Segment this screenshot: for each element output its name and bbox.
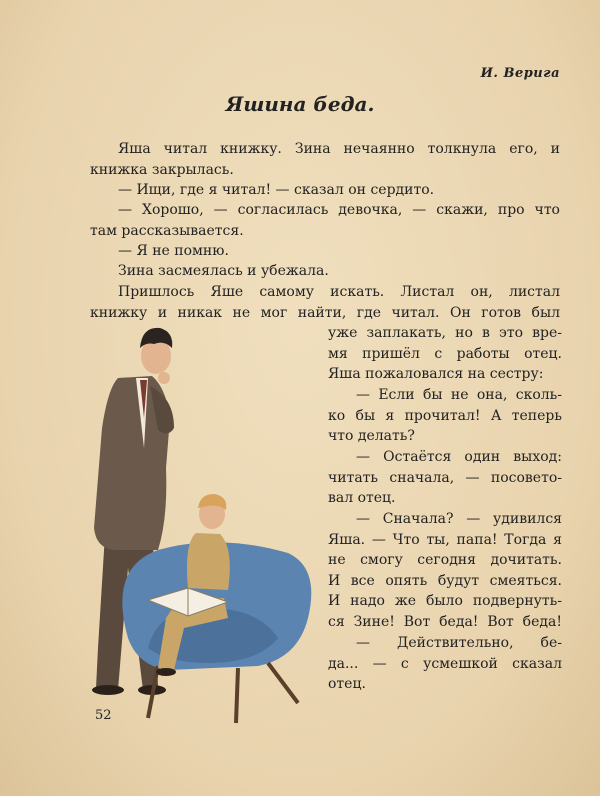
text-line: Зина засмеялась и убежала. [118,263,329,279]
text-line: уже заплакать, но в это вре- [328,325,562,341]
column-paragraph-4 [328,509,562,633]
text-line: — Если бы не она, сколь- [356,387,562,403]
text-line: там рассказывается. [90,222,244,239]
text-line: — Остаётся один выход: [356,449,562,465]
text-line: — Ищи, где я читал! — сказал он сердито. [118,182,435,198]
text-line: отец. [328,676,366,693]
text-line: — Сначала? — удивился [356,511,562,527]
text-line: Яша читал книжку. Зина нечаянно толкнула его, и [118,141,560,157]
text-line: книжка закрылась. [90,161,234,178]
text-line: — Хорошо, — согласилась девочка, — скажи, про что [118,202,560,218]
father-shoe [92,685,124,695]
column-paragraph-5 [328,633,562,695]
father-hand [158,372,170,384]
chair-leg [268,663,298,703]
text-line: читать сначала, — посовето- [328,469,562,486]
paragraph-5 [90,261,560,282]
text-line: И надо же было подвернуть- [328,593,562,610]
paragraph-3 [90,200,560,241]
text-line: — Я не помню. [118,243,229,259]
text-line: вал отец. [328,490,396,507]
text-line: Яша. — Что ты, папа! Тогда я [328,531,562,548]
text-line: Яша пожаловался на сестру: [328,366,544,383]
text-line: да... — с усмешкой сказал [328,655,562,672]
author-name: И. Верига [480,66,560,81]
text-line: книжку и никак не мог найти, где читал. Он готов был [90,304,560,321]
text-line: не смогу сегодня дочитать. [328,552,562,569]
text-line: — Действительно, бе- [356,635,562,651]
column-paragraph-3 [328,447,562,509]
boy-shirt [187,533,230,590]
text-line: что делать? [328,428,415,445]
boy-shoe [156,668,176,676]
father-and-son-illustration [88,318,328,728]
text-line: ко бы я прочитал! А теперь [328,407,562,424]
page-number: 52 [95,708,112,723]
text-line: ся Зине! Вот беда! Вот беда! [328,613,562,630]
column-paragraph-2 [328,385,562,447]
paragraph-6 [90,282,560,323]
paragraph-1 [90,139,560,180]
text-line: мя пришёл с работы отец. [328,345,562,362]
text-line: Пришлось Яше самому искать. Листал он, листал [118,284,560,300]
text-line: И все опять будут смеяться. [328,572,562,589]
paragraph-2 [90,180,560,201]
chair-leg [236,668,238,723]
story-title: Яшина беда. [225,92,375,116]
column-paragraph-1 [328,323,562,385]
paragraph-4 [90,241,560,262]
